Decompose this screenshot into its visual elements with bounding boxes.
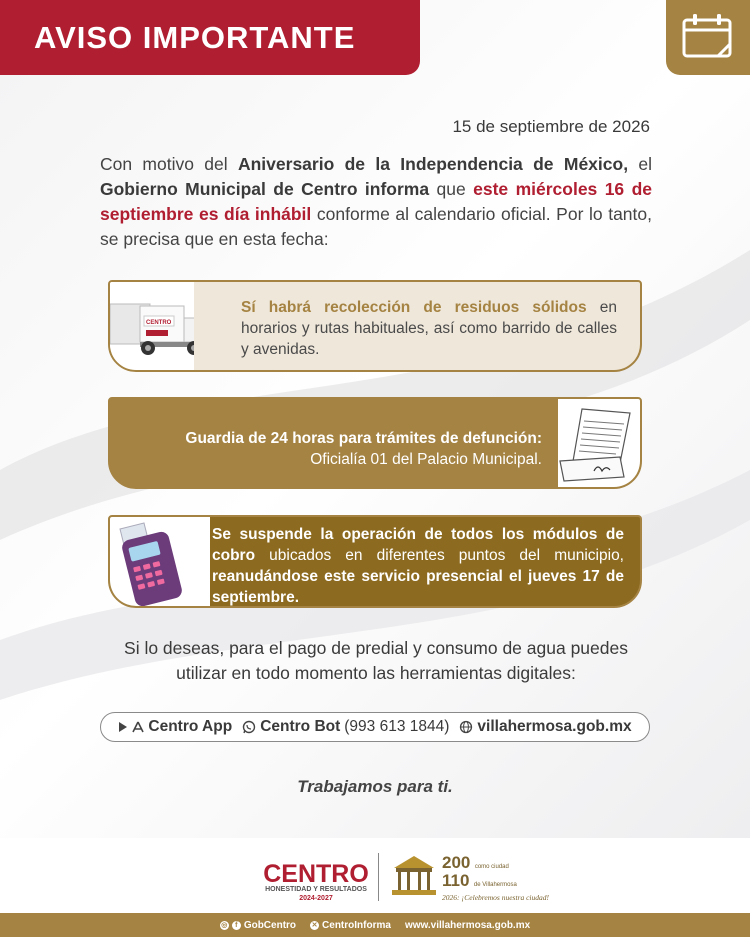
- payment-modules-text: Se suspende la operación de todos los módulos de cobro ubicados en diferentes puntos del municipio, reanudándose este servicio presencial el jueves 17 de septiembre.: [212, 526, 624, 606]
- svg-text:CENTRO: CENTRO: [146, 320, 172, 326]
- centro-bot-link[interactable]: Centro Bot (993 613 1844): [242, 718, 449, 736]
- truck-image-panel: [110, 282, 194, 370]
- footer-logos: [0, 838, 750, 913]
- payment-modules-card: [108, 515, 642, 608]
- document-image-panel: [558, 399, 640, 487]
- death-procedures-card: [108, 397, 642, 489]
- digital-tools-text: Si lo deseas, para el pago de predial y consumo de agua puedes utilizar en todo momento las herramientas digitales:: [124, 638, 628, 683]
- notice-date: 15 de septiembre de 2026: [452, 117, 650, 136]
- website-link[interactable]: villahermosa.gob.mx: [459, 718, 631, 736]
- whatsapp-icon: [242, 720, 256, 734]
- social-centroinforma[interactable]: ✕ CentroInforma: [311, 919, 391, 931]
- kiosk-icon: [388, 852, 440, 900]
- social-gobcentro[interactable]: ◎ f GobCentro: [221, 919, 297, 931]
- pos-image-panel: [110, 517, 210, 606]
- centro-app-link[interactable]: Centro App: [118, 718, 232, 736]
- digital-tools-bar: [100, 712, 650, 742]
- globe-icon: [459, 720, 473, 734]
- instagram-icon: ◎: [221, 921, 228, 929]
- intro-paragraph: Con motivo del Aniversario de la Independencia de México, el Gobierno Municipal de Centro informa que este miércoles 16 de septiembre es día inhábil conforme al calendario oficial. Por lo tanto, se precisa que en esta fecha:: [100, 154, 653, 249]
- calendar-icon: [680, 12, 736, 62]
- play-store-icon: [118, 721, 128, 733]
- footer-website[interactable]: www.villahermosa.gob.mx: [404, 919, 531, 931]
- pos-terminal-icon: [110, 517, 210, 608]
- facebook-icon: f: [232, 921, 241, 930]
- death-procedures-text: Guardia de 24 horas para trámites de defunción: Oficialía 01 del Palacio Municipal.: [185, 430, 542, 468]
- anniversary-logo: 200 como ciudad 110 de Villahermosa 2026: ¡Celebremos nuestra ciudad!: [442, 853, 549, 902]
- calendar-badge: [666, 0, 750, 75]
- centro-logo: CENTRO HONESTIDAD Y RESULTADOS 2024-2027: [263, 860, 369, 902]
- page-title: AVISO IMPORTANTE: [34, 20, 356, 55]
- footer-bar: [0, 913, 750, 937]
- waste-collection-card: [108, 280, 642, 372]
- app-store-icon: [132, 721, 144, 733]
- header-banner: [0, 0, 420, 75]
- slogan: Trabajamos para ti.: [297, 777, 453, 796]
- waste-collection-text: Sí habrá recolección de residuos sólidos en horarios y rutas habituales, así como barrido de calles y avenidas.: [241, 299, 617, 358]
- truck-icon: [110, 282, 194, 370]
- document-icon: [558, 399, 640, 489]
- footer-divider: [378, 853, 379, 901]
- x-icon: ✕: [311, 921, 318, 929]
